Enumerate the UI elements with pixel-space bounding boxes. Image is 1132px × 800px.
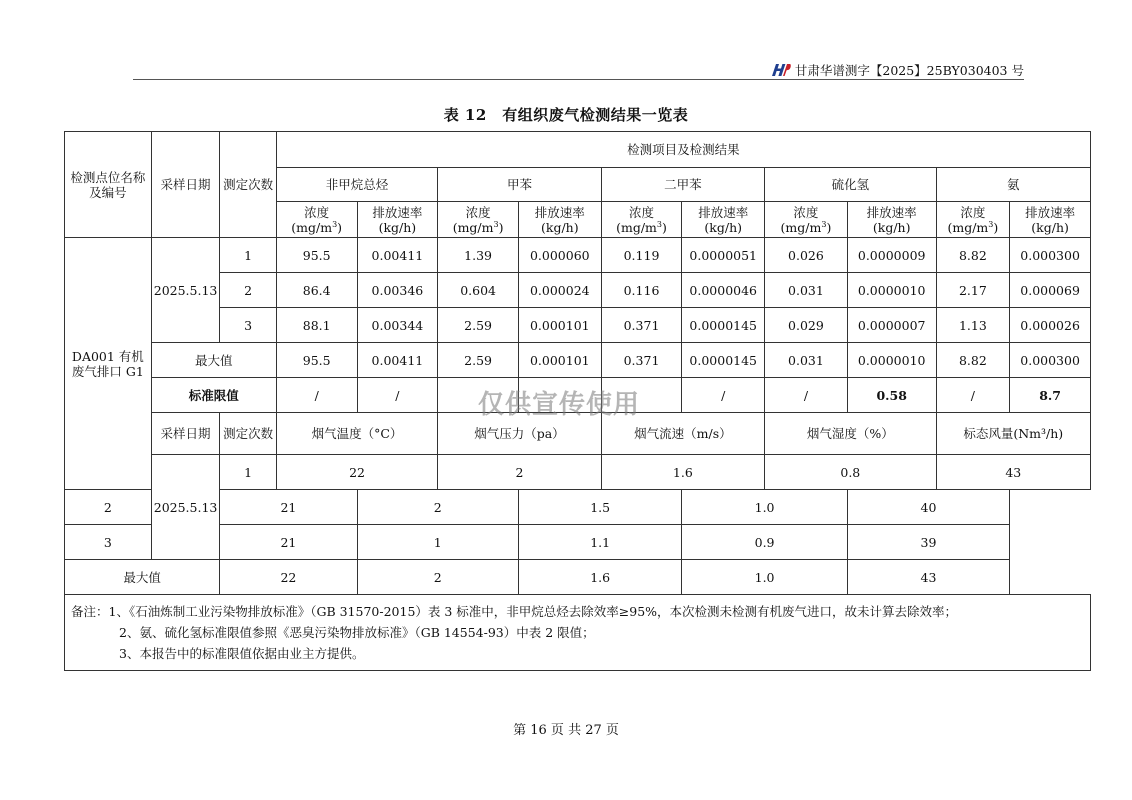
concentration-unit-end: ) — [993, 219, 999, 235]
limit-value-cell: / — [276, 378, 357, 413]
flue-value-cell: 1.0 — [682, 490, 847, 525]
pollutant-header: 非甲烷总烃 — [276, 168, 437, 202]
rate-header — [518, 202, 601, 238]
max-value-cell: 0.000300 — [1010, 343, 1091, 378]
flue-max-row — [65, 560, 1091, 595]
value-cell: 0.000069 — [1010, 273, 1091, 308]
flue-value-cell: 0.9 — [682, 525, 847, 560]
limit-value-cell: / — [357, 378, 438, 413]
flue-header: 烟气压力（pa） — [438, 413, 601, 455]
hp-logo-icon — [769, 62, 791, 78]
flue-value-cell: 1.5 — [518, 490, 681, 525]
flue-count-cell: 1 — [220, 455, 276, 490]
value-cell: 0.0000046 — [682, 273, 765, 308]
value-cell: 1.13 — [936, 308, 1010, 343]
value-cell: 0.0000010 — [847, 273, 936, 308]
max-value-cell: 0.0000145 — [682, 343, 765, 378]
value-cell: 0.031 — [765, 273, 848, 308]
max-label: 最大值 — [151, 343, 276, 378]
concentration-label: 浓度 — [465, 204, 491, 220]
remark-2: 2、氨、硫化氢标准限值参照《恶臭污染物排放标准》（GB 14554-93）中表 2 限值； — [119, 625, 595, 640]
max-value-cell: 0.0000010 — [847, 343, 936, 378]
flue-header-row — [65, 413, 1091, 455]
table-title: 表 12 有组织废气检测结果一览表 — [443, 106, 689, 124]
flue-value-cell: 2 — [357, 490, 518, 525]
flue-header: 标态风量(Nm³/h) — [936, 413, 1090, 455]
header-location: 检测点位名称及编号 — [65, 132, 152, 238]
concentration-unit-end: ) — [498, 219, 504, 235]
value-cell: 0.000026 — [1010, 308, 1091, 343]
header-date: 采样日期 — [151, 132, 220, 238]
value-cell: 2.59 — [438, 308, 519, 343]
max-row — [65, 343, 1091, 378]
flue-value-cell: 1.6 — [601, 455, 764, 490]
value-cell: 0.116 — [601, 273, 682, 308]
flue-header: 烟气温度（°C） — [276, 413, 437, 455]
max-value-cell: 2.59 — [438, 343, 519, 378]
flue-date-cell: 2025.5.13 — [151, 455, 220, 560]
flue-row — [65, 455, 1091, 490]
flue-value-cell: 0.8 — [765, 455, 936, 490]
rate-header — [682, 202, 765, 238]
concentration-unit-sup: 3 — [988, 219, 994, 229]
rate-header — [1010, 202, 1091, 238]
rate-header — [357, 202, 438, 238]
concentration-unit-end: ) — [826, 219, 832, 235]
max-value-cell: 0.371 — [601, 343, 682, 378]
concentration-unit-end: ) — [337, 219, 343, 235]
concentration-label: 浓度 — [629, 204, 655, 220]
limit-label: 标准限值 — [151, 378, 276, 413]
value-cell: 0.604 — [438, 273, 519, 308]
value-cell: 8.82 — [936, 238, 1010, 273]
concentration-unit-end: ) — [662, 219, 667, 235]
data-row — [65, 238, 1091, 273]
remarks — [65, 595, 1091, 671]
limit-value-cell: 0.58 — [847, 378, 936, 413]
rate-label: 排放速率 — [866, 204, 917, 220]
concentration-unit: (mg/m — [780, 219, 822, 235]
flue-value-cell: 22 — [276, 455, 437, 490]
count-cell: 2 — [220, 273, 276, 308]
rate-unit: (kg/h) — [704, 219, 743, 235]
document-number: 甘肃华谱测字【2025】25BY030403 号 — [794, 63, 1024, 78]
concentration-header — [601, 202, 682, 238]
pollutant-header: 甲苯 — [438, 168, 601, 202]
limit-value-cell — [518, 378, 601, 413]
rate-unit: (kg/h) — [872, 219, 911, 235]
value-cell: 0.0000009 — [847, 238, 936, 273]
count-cell: 3 — [220, 308, 276, 343]
flue-value-cell: 21 — [220, 525, 357, 560]
pollutant-header: 氨 — [936, 168, 1090, 202]
value-cell: 0.00344 — [357, 308, 438, 343]
value-cell: 0.00411 — [357, 238, 438, 273]
header-count: 测定次数 — [220, 132, 276, 238]
pollutant-header: 硫化氢 — [765, 168, 936, 202]
watermark: 仅供宣传使用 — [478, 390, 641, 420]
flue-value-cell: 43 — [936, 455, 1090, 490]
concentration-header — [438, 202, 519, 238]
flue-max-value-cell: 43 — [847, 560, 1009, 595]
header-rule — [133, 79, 1024, 80]
flue-value-cell: 1 — [357, 525, 518, 560]
value-cell: 0.371 — [601, 308, 682, 343]
document-header — [769, 61, 1024, 79]
concentration-header — [765, 202, 848, 238]
rate-unit: (kg/h) — [1031, 219, 1069, 235]
flue-header-date: 采样日期 — [151, 413, 220, 455]
flue-max-label: 最大值 — [65, 560, 220, 595]
limit-value-cell — [438, 378, 519, 413]
limit-value-cell — [601, 378, 682, 413]
flue-count-cell: 3 — [65, 525, 152, 560]
flue-header: 烟气湿度（%） — [765, 413, 936, 455]
flue-value-cell: 39 — [847, 525, 1009, 560]
flue-max-value-cell: 1.6 — [518, 560, 681, 595]
rate-label: 排放速率 — [698, 204, 749, 220]
concentration-header — [936, 202, 1010, 238]
flue-max-value-cell: 22 — [220, 560, 357, 595]
pollutant-header: 二甲苯 — [601, 168, 764, 202]
limit-row — [65, 378, 1091, 413]
rate-unit: (kg/h) — [541, 219, 579, 235]
value-cell: 0.0000007 — [847, 308, 936, 343]
value-cell: 2.17 — [936, 273, 1010, 308]
count-cell: 1 — [220, 238, 276, 273]
flue-value-cell: 40 — [847, 490, 1009, 525]
concentration-unit-sup: 3 — [332, 219, 338, 229]
value-cell: 0.000060 — [518, 238, 601, 273]
limit-value-cell: / — [936, 378, 1010, 413]
limit-value-cell: / — [682, 378, 765, 413]
location-cell: DA001 有机废气排口 G1 — [65, 238, 152, 490]
flue-value-cell: 2 — [438, 455, 601, 490]
concentration-unit-sup: 3 — [821, 219, 827, 229]
value-cell: 0.000101 — [518, 308, 601, 343]
concentration-unit-sup: 3 — [493, 219, 499, 229]
limit-value-cell: 8.7 — [1010, 378, 1091, 413]
value-cell: 0.0000145 — [682, 308, 765, 343]
value-cell: 0.000300 — [1010, 238, 1091, 273]
max-value-cell: 95.5 — [276, 343, 357, 378]
value-cell: 0.026 — [765, 238, 848, 273]
value-cell: 0.029 — [765, 308, 848, 343]
rate-label: 排放速率 — [1025, 204, 1076, 220]
page-footer: 第 16 页 共 27 页 — [513, 723, 619, 738]
rate-label: 排放速率 — [372, 204, 423, 220]
rate-header — [847, 202, 936, 238]
flue-max-value-cell: 2 — [357, 560, 518, 595]
concentration-label: 浓度 — [304, 204, 330, 220]
value-cell: 0.119 — [601, 238, 682, 273]
value-cell: 0.0000051 — [682, 238, 765, 273]
value-cell: 0.00346 — [357, 273, 438, 308]
concentration-unit: (mg/m — [947, 219, 989, 235]
flue-value-cell: 21 — [220, 490, 357, 525]
max-value-cell: 0.031 — [765, 343, 848, 378]
flue-count-cell: 2 — [65, 490, 152, 525]
max-value-cell: 8.82 — [936, 343, 1010, 378]
value-cell: 95.5 — [276, 238, 357, 273]
flue-header: 烟气流速（m/s） — [601, 413, 764, 455]
header-group: 检测项目及检测结果 — [276, 132, 1090, 168]
results-table — [64, 131, 1091, 671]
rate-unit: (kg/h) — [378, 219, 417, 235]
remark-1: 备注：1、《石油炼制工业污染物排放标准》（GB 31570-2015）表 3 标准中，非甲烷总烃去除效率≥95%，本次检测未检测有机废气进口，故未计算去除效率； — [71, 604, 958, 619]
max-value-cell: 0.00411 — [357, 343, 438, 378]
value-cell: 0.000024 — [518, 273, 601, 308]
concentration-unit: (mg/m — [616, 219, 657, 235]
concentration-unit: (mg/m — [291, 219, 333, 235]
value-cell: 88.1 — [276, 308, 357, 343]
date-cell: 2025.5.13 — [151, 238, 220, 343]
flue-header-count: 测定次数 — [220, 413, 276, 455]
concentration-label: 浓度 — [960, 204, 986, 220]
rate-label: 排放速率 — [534, 204, 585, 220]
concentration-header — [276, 202, 357, 238]
concentration-unit-sup: 3 — [656, 219, 662, 229]
flue-value-cell: 1.1 — [518, 525, 681, 560]
flue-max-value-cell: 1.0 — [682, 560, 847, 595]
max-value-cell: 0.000101 — [518, 343, 601, 378]
limit-value-cell: / — [765, 378, 848, 413]
remark-3: 3、本报告中的标准限值依据由业主方提供。 — [119, 646, 365, 661]
concentration-label: 浓度 — [793, 204, 819, 220]
value-cell: 86.4 — [276, 273, 357, 308]
value-cell: 1.39 — [438, 238, 519, 273]
concentration-unit: (mg/m — [452, 219, 494, 235]
